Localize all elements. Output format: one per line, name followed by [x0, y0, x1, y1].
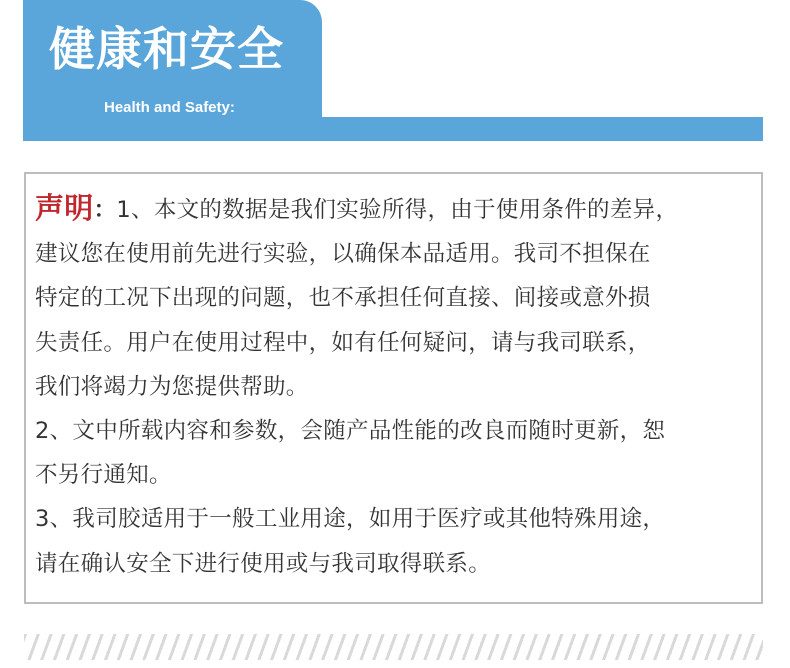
notice-line-2: 建议您在使用前先进行实验，以确保本品适用。我司不担保在: [35, 241, 651, 268]
decorative-stripes: [24, 634, 763, 660]
section-subtitle: Health and Safety:: [104, 99, 235, 116]
notice-box: [24, 172, 763, 604]
notice-line-4: 失责任。用户在使用过程中，如有任何疑问，请与我司联系，: [35, 329, 651, 356]
notice-line-1: [35, 186, 763, 232]
notice-line-7: 不另行通知。: [35, 462, 172, 489]
notice-line-8: 3、我司胶适用于一般工业用途，如用于医疗或其他特殊用途，: [35, 506, 666, 533]
section-title: 健康和安全: [49, 22, 284, 76]
notice-line-5: 我们将竭力为您提供帮助。: [35, 373, 309, 400]
statement-label: 声明: [35, 191, 94, 225]
notice-line-9: 请在确认安全下进行使用或与我司取得联系。: [35, 550, 492, 577]
header-bar: [23, 117, 763, 141]
notice-text: [35, 186, 763, 586]
notice-line-text: 1、本文的数据是我们实验所得，由于使用条件的差异，: [116, 197, 679, 223]
statement-colon: ：: [93, 197, 117, 223]
notice-line-6: 2、文中所载内容和参数，会随产品性能的改良而随时更新，恕: [35, 418, 666, 445]
notice-line-3: 特定的工况下出现的问题，也不承担任何直接、间接或意外损: [35, 285, 651, 312]
